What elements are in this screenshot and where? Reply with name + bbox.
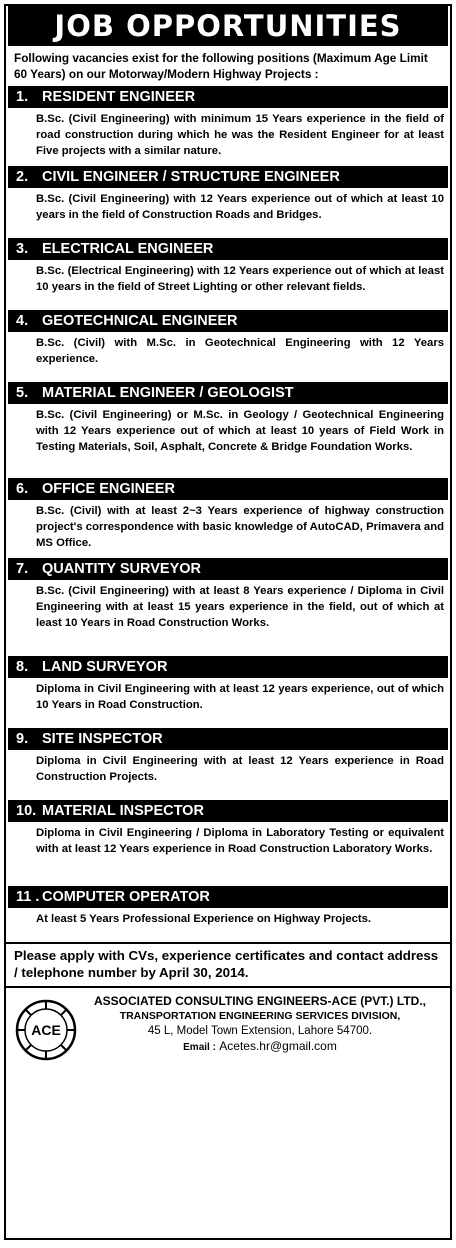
company-name: ASSOCIATED CONSULTING ENGINEERS-ACE (PVT.) LTD., — [93, 994, 426, 1008]
position-title: LAND SURVEYOR — [42, 659, 168, 675]
job-advertisement — [4, 4, 452, 1240]
position-title: SITE INSPECTOR — [42, 731, 163, 747]
position-number: 3. — [16, 241, 29, 257]
company-details — [78, 994, 442, 1070]
position-description: B.Sc. (Civil Engineering) or M.Sc. in Geology / Geotechnical Engineering with 12 Years experience out of which at least 10 years of Field Work in Testing Materials, Soil, Asphalt, Concrete & Bridge Foundation Works. — [36, 409, 444, 453]
company-email-line — [78, 1039, 442, 1055]
company-address: 45 L, Model Town Extension, Lahore 54700. — [147, 1025, 373, 1037]
position-4 — [6, 310, 450, 382]
intro-text: Following vacancies exist for the following positions (Maximum Age Limit 60 Years) on our Motorway/Modern Highway Projects : — [14, 51, 428, 81]
position-2 — [6, 166, 450, 238]
company-footer — [6, 986, 450, 1070]
position-description: At least 5 Years Professional Experience on Highway Projects. — [36, 913, 372, 925]
position-header — [8, 238, 448, 260]
position-description: B.Sc. (Civil) with at least 2~3 Years experience of highway construction project's correspondence with basic knowledge of AutoCAD, Primavera and MS Office. — [36, 505, 444, 549]
position-7 — [6, 558, 450, 656]
position-5 — [6, 382, 450, 478]
email-label: Email : — [183, 1042, 216, 1053]
position-header — [8, 558, 448, 580]
position-header — [8, 656, 448, 678]
position-title: OFFICE ENGINEER — [42, 481, 175, 497]
position-1 — [6, 86, 450, 166]
position-description: B.Sc. (Electrical Engineering) with 12 Years experience out of which at least 10 years in the field of Street Lighting or other relevant fields. — [36, 265, 444, 293]
position-description: Diploma in Civil Engineering with at least 12 years experience, out of which 10 Years in Road Construction. — [36, 683, 444, 711]
position-10 — [6, 800, 450, 886]
position-description: B.Sc. (Civil Engineering) with 12 Years experience out of which at least 10 years in the field of Construction Roads and Bridges. — [36, 193, 444, 221]
position-8 — [6, 656, 450, 728]
position-header — [8, 310, 448, 332]
position-6 — [6, 478, 450, 558]
position-11 — [6, 886, 450, 942]
application-instructions: Please apply with CVs, experience certificates and contact address / telephone number by April 30, 2014. — [6, 942, 450, 986]
position-description: B.Sc. (Civil Engineering) with minimum 15 Years experience in the field of road construction during which he was the Resident Engineer for at least Five projects with a similar nature. — [36, 113, 444, 157]
position-number: 6. — [16, 481, 29, 497]
position-number: 1. — [16, 89, 29, 105]
position-number: 10. — [16, 803, 37, 819]
position-title: QUANTITY SURVEYOR — [42, 561, 201, 577]
position-number: 5. — [16, 385, 29, 401]
company-division: TRANSPORTATION ENGINEERING SERVICES DIVISION, — [119, 1010, 401, 1022]
position-header — [8, 478, 448, 500]
position-title: COMPUTER OPERATOR — [42, 889, 210, 905]
position-number: 4. — [16, 313, 29, 329]
position-title: RESIDENT ENGINEER — [42, 89, 196, 105]
position-header — [8, 800, 448, 822]
position-title: MATERIAL ENGINEER / GEOLOGIST — [42, 385, 294, 401]
position-description: B.Sc. (Civil) with M.Sc. in Geotechnical Engineering with 12 Years experience. — [36, 337, 444, 365]
positions-list — [6, 86, 450, 942]
position-3 — [6, 238, 450, 310]
position-9 — [6, 728, 450, 800]
position-title: ELECTRICAL ENGINEER — [42, 241, 214, 257]
position-number: 9. — [16, 731, 29, 747]
position-number: 7. — [16, 561, 29, 577]
position-header — [8, 166, 448, 188]
position-number: 2. — [16, 169, 29, 185]
position-title: CIVIL ENGINEER / STRUCTURE ENGINEER — [42, 169, 340, 185]
position-number: 11 . — [16, 889, 40, 905]
logo-text: ACE — [31, 1022, 61, 1038]
position-header — [8, 86, 448, 108]
position-description: B.Sc. (Civil Engineering) with at least 8 Years experience / Diploma in Civil Engineering with at least 15 years experience in the field, out of which at least 10 Years in Road Construction Works. — [36, 585, 444, 629]
position-header — [8, 886, 448, 908]
position-title: GEOTECHNICAL ENGINEER — [42, 313, 238, 329]
page-title: JOB OPPORTUNITIES — [8, 6, 448, 46]
position-header — [8, 382, 448, 404]
position-description: Diploma in Civil Engineering / Diploma in Laboratory Testing or equivalent with at least 12 Years experience in Road Construction Laboratory Works. — [36, 827, 444, 855]
email-address[interactable]: Acetes.hr@gmail.com — [219, 1039, 337, 1053]
position-description: Diploma in Civil Engineering with at least 12 Years experience in Road Construction Projects. — [36, 755, 444, 783]
position-number: 8. — [16, 659, 29, 675]
position-title: MATERIAL INSPECTOR — [42, 803, 204, 819]
ace-seal-icon — [14, 998, 78, 1062]
position-header — [8, 728, 448, 750]
